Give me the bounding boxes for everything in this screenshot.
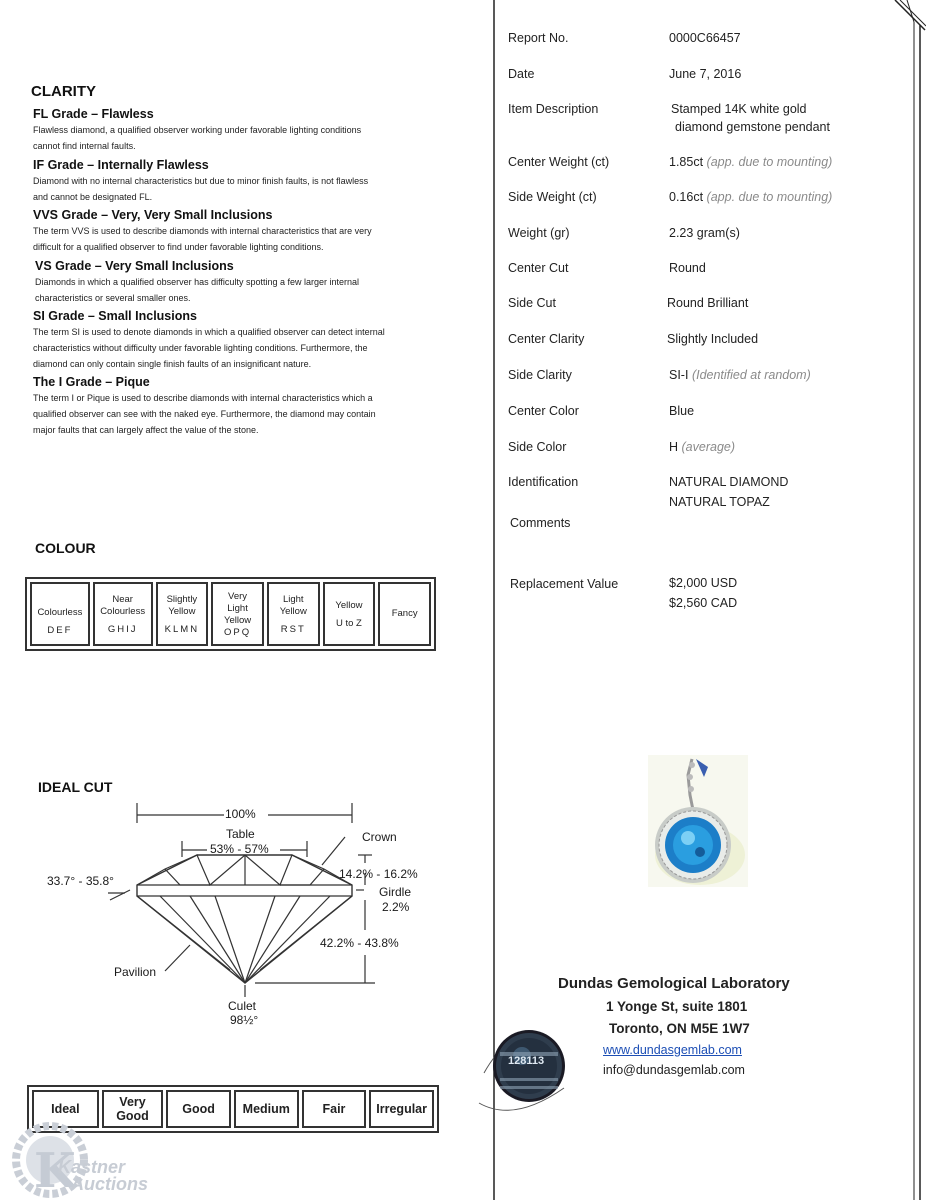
lab-address-1: 1 Yonge St, suite 1801 bbox=[606, 999, 748, 1014]
grade-text-2: difficult for a qualified observer to find under favorable lighting conditions. bbox=[33, 242, 324, 252]
grade-text-1: Diamonds in which a qualified observer has difficulty spotting a few larger internal bbox=[35, 277, 360, 287]
clarity-fl bbox=[33, 107, 433, 154]
crown-angle-label: 33.7° - 35.8° bbox=[47, 874, 114, 888]
cut-grade-cell: Very Good bbox=[102, 1090, 164, 1128]
report-number: 0000C66457 bbox=[669, 31, 741, 45]
culet-label: Culet bbox=[228, 999, 257, 1013]
watermark-line2: Auctions bbox=[71, 1174, 149, 1194]
cut-grade-cell: Irregular bbox=[369, 1090, 434, 1128]
grade-heading: IF Grade – Internally Flawless bbox=[33, 158, 209, 172]
girdle-value-label: 2.2% bbox=[382, 900, 410, 914]
center-weight-value: 1.85ct (app. due to mounting) bbox=[669, 155, 833, 169]
clarity-si bbox=[33, 309, 433, 372]
replacement-value-label: Replacement Value bbox=[510, 577, 619, 591]
lab-address-2: Toronto, ON M5E 1W7 bbox=[609, 1021, 750, 1036]
side-clarity-value: SI-I (Identified at random) bbox=[669, 368, 811, 382]
comments-label: Comments bbox=[510, 516, 571, 530]
side-color-value: H (average) bbox=[669, 440, 736, 454]
center-cut-value: Round bbox=[669, 261, 706, 275]
item-description-label: Item Description bbox=[508, 102, 599, 116]
colour-title: COLOUR bbox=[35, 540, 96, 556]
watermark-k: K bbox=[34, 1143, 76, 1199]
date-label: Date bbox=[508, 67, 535, 81]
watermark-line1: Kastner bbox=[58, 1157, 126, 1177]
girdle-label: Girdle bbox=[379, 885, 412, 899]
date-value: June 7, 2016 bbox=[669, 67, 742, 81]
grade-heading: FL Grade – Flawless bbox=[33, 107, 154, 121]
grade-text-1: Diamond with no internal characteristics but due to minor finish faults, is not flawless bbox=[33, 176, 369, 186]
hologram-seal bbox=[474, 1018, 584, 1123]
grade-text-2: cannot find internal faults. bbox=[33, 141, 136, 151]
side-weight-value: 0.16ct (app. due to mounting) bbox=[669, 190, 833, 204]
grade-text-1: The term VVS is used to describe diamonds with internal characteristics that are very bbox=[33, 226, 372, 236]
side-clarity-label: Side Clarity bbox=[508, 368, 572, 382]
center-clarity-label: Center Clarity bbox=[508, 332, 585, 346]
crown-height-label: 14.2% - 16.2% bbox=[339, 867, 418, 881]
pendant-photo bbox=[648, 755, 748, 887]
grade-text-2: qualified observer can see with the naked eye. Furthermore, the diamond may contain bbox=[33, 409, 376, 419]
colour-cell: Light Yellow RST bbox=[267, 582, 320, 646]
weight-value: 2.23 gram(s) bbox=[669, 226, 740, 240]
center-cut-label: Center Cut bbox=[508, 261, 569, 275]
item-description-value: Stamped 14K white gold bbox=[671, 102, 807, 116]
center-color-label: Center Color bbox=[508, 404, 579, 418]
center-color-value: Blue bbox=[669, 404, 695, 418]
clarity-vvs bbox=[33, 208, 433, 255]
table-range-label: 53% - 57% bbox=[210, 842, 269, 856]
cut-grade-cell: Fair bbox=[302, 1090, 367, 1128]
item-description-value-2: diamond gemstone pendant bbox=[675, 120, 830, 134]
report-label: Report No. bbox=[508, 31, 569, 45]
grade-text-3: major faults that can largely affect the value of the stone. bbox=[33, 425, 259, 435]
replacement-value-usd: $2,000 USD bbox=[669, 576, 738, 590]
colour-cell: Very Light Yellow OPQ bbox=[211, 582, 264, 646]
grade-text-1: The term SI is used to denote diamonds in which a qualified observer can detect internal bbox=[33, 327, 385, 337]
identification-value: NATURAL DIAMOND bbox=[669, 475, 789, 489]
colour-cell: Colourless DEF bbox=[30, 582, 90, 646]
colour-cell: Yellow U to Z bbox=[323, 582, 376, 646]
cut-grade-cell: Ideal bbox=[32, 1090, 99, 1128]
grade-text-1: The term I or Pique is used to describe diamonds with internal characteristics which a bbox=[33, 393, 373, 403]
colour-cell: Slightly Yellow KLMN bbox=[156, 582, 209, 646]
clarity-title: CLARITY bbox=[31, 83, 96, 100]
replacement-value-cad: $2,560 CAD bbox=[669, 596, 738, 610]
grade-heading: VS Grade – Very Small Inclusions bbox=[35, 259, 234, 273]
side-cut-value: Round Brilliant bbox=[667, 296, 749, 310]
width-label: 100% bbox=[225, 807, 256, 821]
lab-name: Dundas Gemological Laboratory bbox=[558, 975, 790, 992]
grade-text-1: Flawless diamond, a qualified observer working under favorable lighting conditions bbox=[33, 125, 362, 135]
culet-value-label: 98½° bbox=[230, 1013, 259, 1027]
side-color-label: Side Color bbox=[508, 440, 567, 454]
side-cut-label: Side Cut bbox=[508, 296, 556, 310]
grade-heading: SI Grade – Small Inclusions bbox=[33, 309, 197, 323]
identification-value-2: NATURAL TOPAZ bbox=[669, 495, 770, 509]
colour-scale bbox=[25, 577, 436, 651]
grade-text-3: diamond can only contain single finish faults of an insignificant nature. bbox=[33, 359, 312, 369]
grade-text-2: characteristics without difficulty under favorable lighting conditions. Furthermore, the bbox=[33, 343, 368, 353]
pavilion-depth-label: 42.2% - 43.8% bbox=[320, 936, 399, 950]
center-clarity-value: Slightly Included bbox=[667, 332, 759, 346]
clarity-if bbox=[33, 158, 433, 205]
ideal-cut-title: IDEAL CUT bbox=[38, 779, 113, 795]
table-label: Table bbox=[226, 827, 255, 841]
side-weight-label: Side Weight (ct) bbox=[508, 190, 597, 204]
lab-website-link[interactable]: www.dundasgemlab.com bbox=[603, 1043, 742, 1057]
grade-heading: The I Grade – Pique bbox=[33, 375, 150, 389]
identification-label: Identification bbox=[508, 475, 579, 489]
colour-cell: Fancy bbox=[378, 582, 431, 646]
lab-email: info@dundasgemlab.com bbox=[603, 1063, 745, 1077]
grade-text-2: characteristics or several smaller ones. bbox=[35, 293, 191, 303]
cut-grade-cell: Medium bbox=[234, 1090, 299, 1128]
crown-label: Crown bbox=[362, 830, 397, 844]
weight-label: Weight (gr) bbox=[508, 226, 570, 240]
cut-grade-cell: Good bbox=[166, 1090, 231, 1128]
colour-cell: Near Colourless GHIJ bbox=[93, 582, 153, 646]
center-weight-label: Center Weight (ct) bbox=[508, 155, 610, 169]
clarity-vs bbox=[35, 259, 435, 306]
grade-heading: VVS Grade – Very, Very Small Inclusions bbox=[33, 208, 273, 222]
grade-text-2: and cannot be designated FL. bbox=[33, 192, 153, 202]
clarity-i bbox=[33, 375, 433, 438]
seal-number: 128113 bbox=[508, 1055, 545, 1067]
pavilion-label: Pavilion bbox=[114, 965, 157, 979]
